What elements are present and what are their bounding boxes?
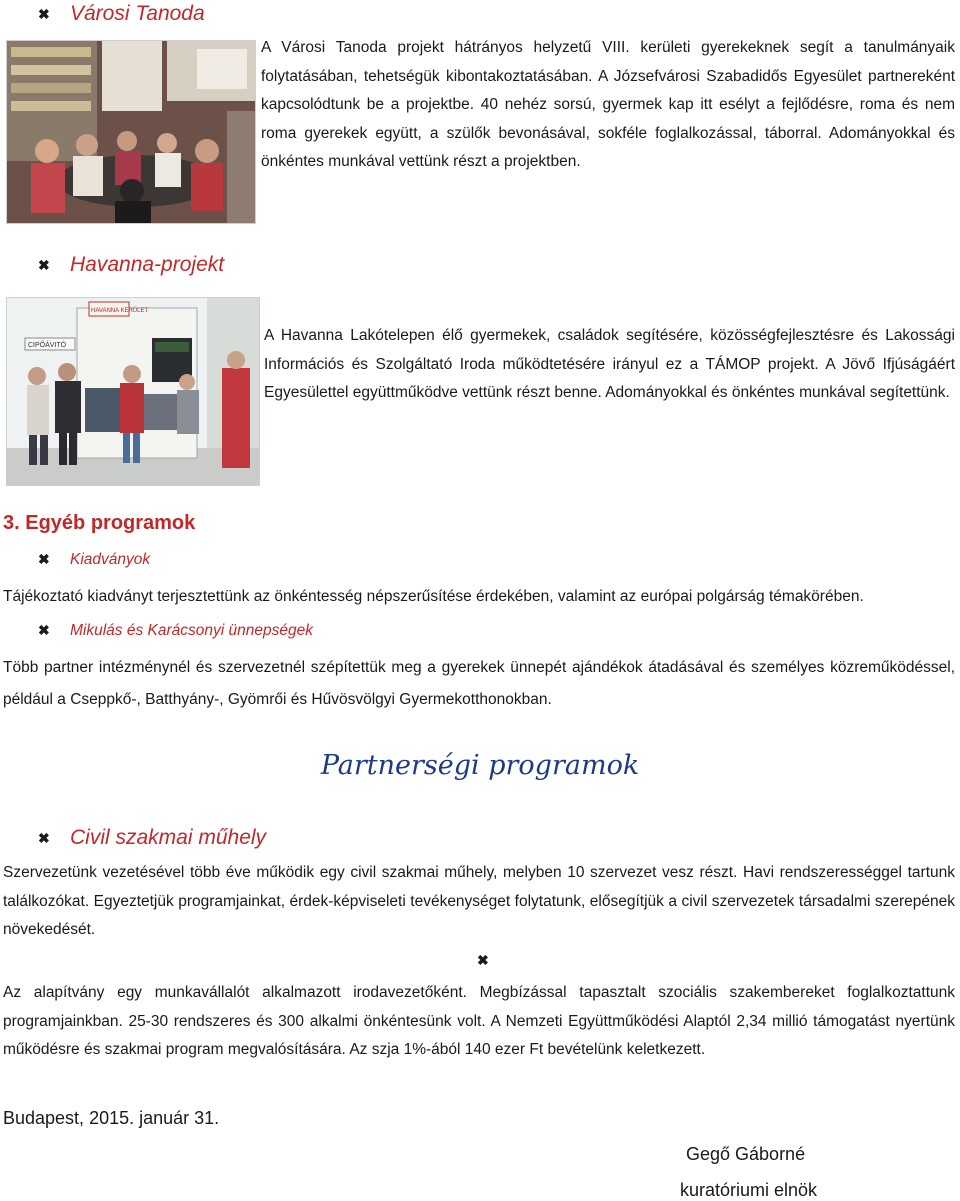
bullet-icon: ✖ <box>38 551 50 567</box>
mikulas-heading: Mikulás és Karácsonyi ünnepségek <box>70 622 313 639</box>
bullet-icon: ✖ <box>38 257 50 273</box>
bullet-icon: ✖ <box>477 952 489 968</box>
tanoda-heading: Városi Tanoda <box>70 2 205 25</box>
tanoda-photo <box>6 40 256 224</box>
havanna-text: A Havanna Lakótelepen élő gyermekek, családok segítésére, közösségfejlesztésre és Lakossági Információs és Szolgáltató Iroda működtetésére irányul ez a TÁMOP projekt. A Jövő Ifjúságáért Egyesülettel együttműködve vettünk részt benne. Adományokkal és önkéntes munkával segítettünk. <box>264 327 955 401</box>
civil-workshop-heading: Civil szakmai műhely <box>70 826 267 849</box>
staff-funding-text: Az alapítvány egy munkavállalót alkalmazott irodavezetőként. Megbízással tapasztalt szociális szakembereket foglalkoztattunk programjainkban. 25-30 rendszeres és 300 alkalmi önkéntesünk volt. A Nemzeti Együttműködési Alaptól 2,34 millió támogatást nyertünk működésre és szakmai program megvalósítására. Az szja 1%-ából 140 ezer Ft bevételünk keletkezett. <box>3 984 955 1058</box>
havanna-heading: Havanna-projekt <box>70 253 225 276</box>
kiadvanyok-text: Tájékoztató kiadványt terjesztettünk az önkéntesség népszerűsítése érdekében, valamint az európai polgárság témakörében. <box>3 588 864 605</box>
street-photo-illustration <box>7 298 259 485</box>
bullet-icon: ✖ <box>38 622 50 638</box>
civil-workshop-text: Szervezetünk vezetésével több éve működik egy civil szakmai műhely, melyben 10 szervezet vesz részt. Havi rendszerességgel tartunk találkozókat. Egyeztetjük programjainkat, érdek-képviseleti tevékenységet folytatunk, elősegítjük a civil szervezetek társadalmi szerepének növekedését. <box>3 864 955 938</box>
bullet-icon: ✖ <box>38 830 50 846</box>
havanna-sign-left: CIPŐÁVITÓ <box>28 342 67 349</box>
signer-name: Gegő Gáborné <box>686 1144 806 1164</box>
partner-programs-title: Partnerségi programok <box>320 750 640 781</box>
other-programs-title: 3. Egyéb programok <box>3 512 196 534</box>
classroom-photo-illustration <box>7 41 255 223</box>
kiadvanyok-heading: Kiadványok <box>70 551 151 568</box>
place-date: Budapest, 2015. január 31. <box>3 1108 220 1128</box>
mikulas-text: Több partner intézménynél és szervezetnél szépítettük meg a gyerekek ünnepét ajándékok átadásával és személyes közreműködéssel, például a Cseppkő-, Batthyány-, Gyömrői és Hűvösvölgyi Gyermekotthonokban. <box>3 659 955 708</box>
havanna-sign-top: HAVANNA KERÜLET <box>91 308 149 314</box>
signer-title: kuratóriumi elnök <box>680 1180 818 1200</box>
bullet-icon: ✖ <box>38 6 50 22</box>
tanoda-text: A Városi Tanoda projekt hátrányos helyzetű VIII. kerületi gyerekeknek segít a tanulmányaik folytatásában, tehetségük kibontakoztatásában. A Józsefvárosi Szabadidős Egyesület partnereként kapcsolódtunk be a projektbe. 40 nehéz sorsú, gyermek kap itt esélyt a fejlődésre, roma és nem roma gyerekek együtt, a szülők bevonásával, sokféle foglalkozással, táborral. Adományokkal és önkéntes munkával vettünk részt a projektben. <box>261 39 955 170</box>
havanna-photo <box>6 297 260 486</box>
